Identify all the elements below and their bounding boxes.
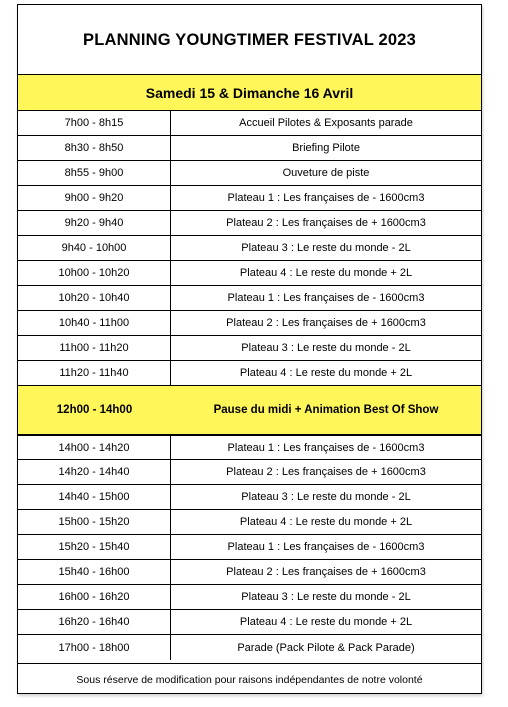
time-cell: 8h30 - 8h50 [18,136,171,160]
time-cell: 14h00 - 14h20 [18,436,171,459]
time-cell: 15h40 - 16h00 [18,560,171,584]
time-cell: 11h00 - 11h20 [18,336,171,360]
schedule-row [18,460,481,485]
activity-cell: Plateau 2 : Les françaises de + 1600cm3 [226,566,426,578]
activity-cell: Plateau 3 : Le reste du monde - 2L [241,491,411,503]
activity-cell: Plateau 2 : Les françaises de + 1600cm3 [226,466,426,478]
time-cell: 10h00 - 10h20 [18,261,171,285]
time-cell: 10h40 - 11h00 [18,311,171,335]
schedule-row [18,161,481,186]
time-cell: 10h20 - 10h40 [18,286,171,310]
afternoon-schedule [18,435,481,660]
time-cell: 15h00 - 15h20 [18,510,171,534]
schedule-row [18,585,481,610]
schedule-row [18,311,481,336]
schedule-row [18,635,481,660]
activity-cell: Plateau 1 : Les françaises de - 1600cm3 [227,192,425,204]
activity-cell: Briefing Pilote [292,142,360,154]
morning-schedule [18,111,481,386]
time-cell: 14h20 - 14h40 [18,460,171,484]
time-cell: 9h00 - 9h20 [18,186,171,210]
schedule-sheet [17,4,482,694]
activity-cell: Plateau 2 : Les françaises de + 1600cm3 [226,217,426,229]
lunch-banner [18,385,481,435]
activity-cell: Plateau 4 : Le reste du monde + 2L [239,516,413,528]
time-cell: 16h20 - 16h40 [18,610,171,634]
activity-cell: Plateau 4 : Le reste du monde + 2L [239,267,413,279]
activity-cell: Accueil Pilotes & Exposants parade [239,117,413,129]
activity-cell: Parade (Pack Pilote & Pack Parade) [237,641,415,654]
lunch-activity: Pause du midi + Animation Best Of Show [213,404,439,416]
time-cell: 16h00 - 16h20 [18,585,171,609]
activity-cell: Plateau 4 : Le reste du monde + 2L [239,616,413,628]
activity-cell: Plateau 2 : Les françaises de + 1600cm3 [226,317,426,329]
activity-cell: Plateau 3 : Le reste du monde - 2L [241,342,411,354]
schedule-row [18,136,481,161]
days-banner: Samedi 15 & Dimanche 16 Avril [18,74,481,111]
schedule-row [18,211,481,236]
schedule-row [18,236,481,261]
schedule-row [18,560,481,585]
activity-cell: Ouveture de piste [282,167,370,179]
time-cell: 11h20 - 11h40 [18,361,171,385]
schedule-row [18,610,481,635]
time-cell: 7h00 - 8h15 [18,111,171,135]
activity-cell: Plateau 1 : Les françaises de - 1600cm3 [227,292,425,304]
schedule-row [18,186,481,211]
activity-cell: Plateau 3 : Le reste du monde - 2L [241,591,411,603]
schedule-row [18,485,481,510]
lunch-time: 12h00 - 14h00 [56,404,133,416]
time-cell: 9h40 - 10h00 [18,236,171,260]
schedule-row [18,510,481,535]
schedule-row [18,286,481,311]
schedule-row [18,261,481,286]
schedule-row [18,361,481,386]
schedule-row [18,336,481,361]
activity-cell: Plateau 4 : Le reste du monde + 2L [239,367,413,379]
time-cell: 9h20 - 9h40 [18,211,171,235]
time-cell: 8h55 - 9h00 [18,161,171,185]
activity-cell: Plateau 1 : Les françaises de - 1600cm3 [227,541,425,553]
page-title: PLANNING YOUNGTIMER FESTIVAL 2023 [83,30,416,49]
activity-cell: Plateau 3 : Le reste du monde - 2L [241,242,411,254]
schedule-row [18,535,481,560]
activity-cell: Plateau 1 : Les françaises de - 1600cm3 [227,441,425,454]
time-cell: 14h40 - 15h00 [18,485,171,509]
schedule-row [18,111,481,136]
time-cell: 15h20 - 15h40 [18,535,171,559]
footer-note: Sous réserve de modification pour raisons indépendantes de notre volonté [18,663,481,695]
time-cell: 17h00 - 18h00 [18,635,171,660]
schedule-row [18,435,481,460]
